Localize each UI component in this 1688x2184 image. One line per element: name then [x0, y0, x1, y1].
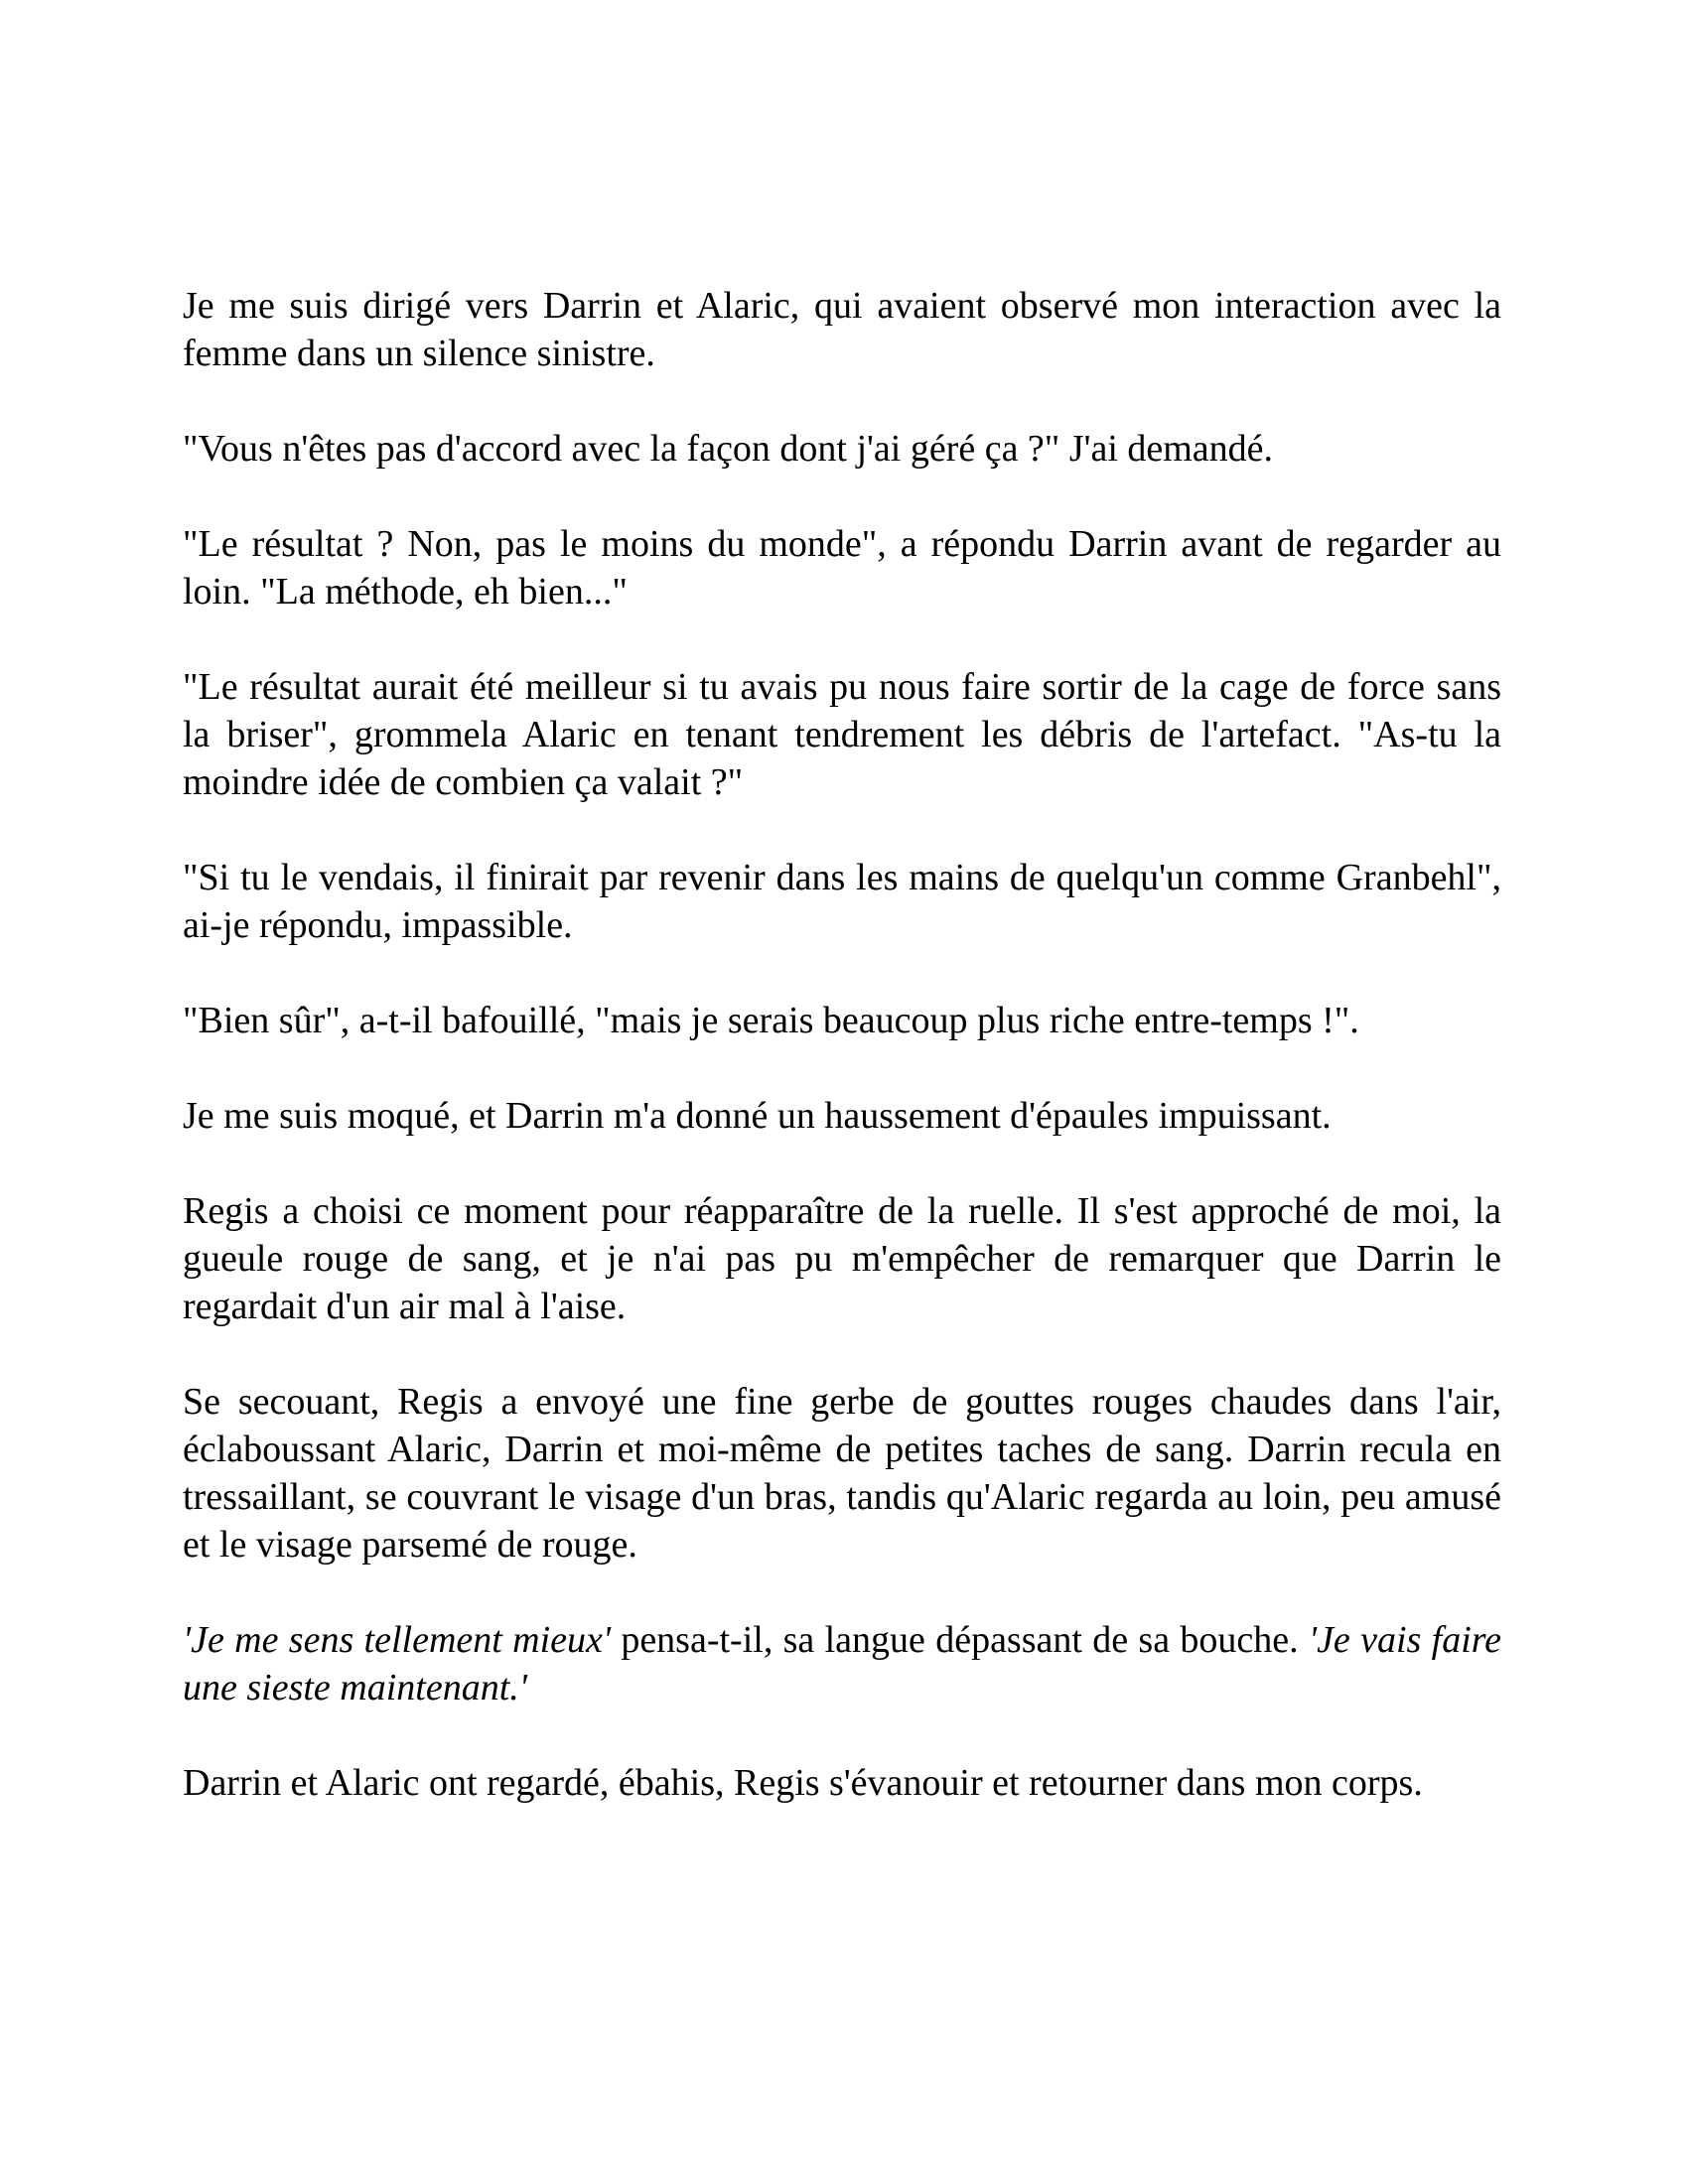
- paragraph-text: "Le résultat aurait été meilleur si tu avais pu nous faire sortir de la cage de force sans la briser", grommela Alaric en tenant tendrement les débris de l'artefact. "As-tu la moindre idée de combien ça valait ?": [183, 666, 1501, 803]
- paragraph-3: [183, 520, 1501, 615]
- document-page: [183, 282, 1501, 1807]
- paragraph-text: Regis a choisi ce moment pour réapparaître de la ruelle. Il s'est approché de moi, la gueule rouge de sang, et je n'ai pas pu m'empêcher de remarquer que Darrin le regardait d'un air mal à l'aise.: [183, 1190, 1501, 1327]
- paragraph-5: [183, 854, 1501, 949]
- paragraph-10: [183, 1616, 1501, 1711]
- paragraph-text: pensa-t-il, sa langue dépassant de sa bouche.: [611, 1619, 1309, 1661]
- paragraph-7: [183, 1092, 1501, 1140]
- paragraph-8: [183, 1187, 1501, 1330]
- paragraph-text: Je me suis moqué, et Darrin m'a donné un haussement d'épaules impuissant.: [183, 1095, 1332, 1137]
- paragraph-text: Darrin et Alaric ont regardé, ébahis, Regis s'évanouir et retourner dans mon corps.: [183, 1762, 1423, 1804]
- paragraph-text: "Vous n'êtes pas d'accord avec la façon dont j'ai géré ça ?" J'ai demandé.: [183, 428, 1274, 470]
- paragraph-text: "Le résultat ? Non, pas le moins du monde", a répondu Darrin avant de regarder au loin. "La méthode, eh bien...": [183, 523, 1501, 613]
- paragraph-2: [183, 425, 1501, 473]
- paragraph-text: Se secouant, Regis a envoyé une fine gerbe de gouttes rouges chaudes dans l'air, éclaboussant Alaric, Darrin et moi-même de petites taches de sang. Darrin recula en tressaillant, se couvrant le visage d'un bras, tandis qu'Alaric regarda au loin, peu amusé et le visage parsemé de rouge.: [183, 1381, 1501, 1566]
- italic-thought: 'Je me sens tellement mieux': [183, 1619, 611, 1661]
- paragraph-11: [183, 1759, 1501, 1807]
- paragraph-text: Je me suis dirigé vers Darrin et Alaric, qui avaient observé mon interaction avec la femme dans un silence sinistre.: [183, 285, 1501, 374]
- paragraph-6: [183, 997, 1501, 1044]
- paragraph-9: [183, 1378, 1501, 1569]
- paragraph-1: [183, 282, 1501, 377]
- paragraph-text: "Bien sûr", a-t-il bafouillé, "mais je serais beaucoup plus riche entre-temps !".: [183, 1000, 1359, 1041]
- paragraph-text: "Si tu le vendais, il finirait par revenir dans les mains de quelqu'un comme Granbehl", ai-je répondu, impassible.: [183, 857, 1501, 946]
- paragraph-4: [183, 663, 1501, 806]
- italic-thought: 'Je vais faire une sieste maintenant.': [183, 1619, 1501, 1708]
